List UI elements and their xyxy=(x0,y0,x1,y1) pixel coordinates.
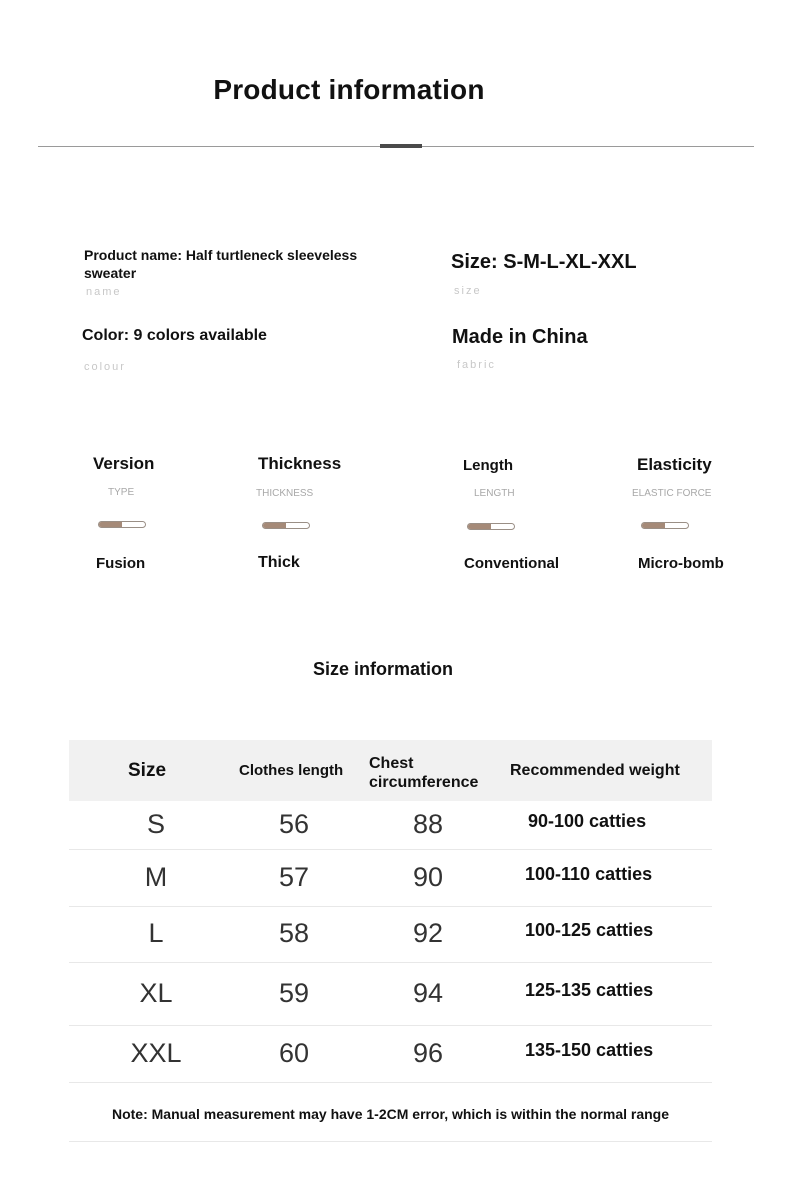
table-row xyxy=(69,801,712,850)
attribute-value: Micro-bomb xyxy=(638,555,724,572)
attribute-caption: THICKNESS xyxy=(256,488,314,499)
attribute-title: Length xyxy=(463,457,513,474)
size-caption: size xyxy=(454,285,482,297)
cell-recommended-weight: 100-125 catties xyxy=(525,920,654,940)
origin-caption: fabric xyxy=(457,359,496,371)
page-title: Product information xyxy=(213,74,485,105)
header-recommended-weight: Recommended weight xyxy=(510,762,680,779)
attribute-value: Fusion xyxy=(96,555,146,572)
measurement-note: Note: Manual measurement may have 1-2CM error, which is within the normal range xyxy=(111,1106,670,1122)
header-chest xyxy=(369,754,478,792)
color-options: Color: 9 colors available xyxy=(82,327,267,344)
note-row xyxy=(69,1082,712,1142)
cell-clothes-length: 60 xyxy=(278,1037,310,1068)
attribute-caption: TYPE xyxy=(108,487,135,498)
cell-clothes-length: 58 xyxy=(278,918,310,948)
attribute-level-bar xyxy=(262,522,310,529)
title-divider-accent xyxy=(380,144,422,148)
origin: Made in China xyxy=(452,326,588,348)
size-information-heading: Size information xyxy=(312,659,453,679)
cell-recommended-weight: 135-150 catties xyxy=(525,1039,654,1060)
attribute-caption: ELASTIC FORCE xyxy=(632,488,712,499)
attribute-level-fill xyxy=(468,524,491,529)
size-table xyxy=(69,740,712,1142)
cell-clothes-length: 59 xyxy=(278,977,310,1008)
cell-recommended-weight: 90-100 catties xyxy=(528,811,647,831)
attribute-title: Version xyxy=(93,454,155,473)
header-size: Size xyxy=(128,760,167,781)
attribute-level-bar xyxy=(98,521,146,528)
cell-recommended-weight: 100-110 catties xyxy=(525,863,653,884)
size-table-header xyxy=(69,740,712,801)
attribute-caption: LENGTH xyxy=(474,488,515,499)
header-chest-line2: circumference xyxy=(369,774,479,791)
attribute-level-bar xyxy=(641,522,689,529)
attribute-level-bar xyxy=(467,523,515,530)
table-row xyxy=(69,962,712,1026)
cell-recommended-weight: 125-135 catties xyxy=(525,979,654,1000)
table-row xyxy=(69,849,712,907)
cell-chest: 90 xyxy=(412,861,444,892)
cell-size: XXL xyxy=(130,1037,182,1068)
attribute-title: Elasticity xyxy=(637,455,712,474)
cell-size: L xyxy=(148,918,164,948)
header-chest-line1: Chest xyxy=(369,755,414,772)
table-row xyxy=(69,1025,712,1083)
cell-clothes-length: 57 xyxy=(278,861,310,892)
cell-chest: 88 xyxy=(412,809,444,839)
cell-clothes-length: 56 xyxy=(278,809,310,839)
cell-size: S xyxy=(146,809,165,839)
cell-chest: 96 xyxy=(412,1037,444,1068)
cell-chest: 92 xyxy=(412,918,444,948)
cell-chest: 94 xyxy=(412,977,444,1008)
product-name: Product name: Half turtleneck sleeveless sweater xyxy=(84,247,358,281)
attribute-level-fill xyxy=(642,523,665,528)
attribute-value: Thick xyxy=(258,554,300,571)
color-caption: colour xyxy=(84,361,126,373)
attribute-level-fill xyxy=(263,523,286,528)
header-clothes-length: Clothes length xyxy=(239,762,344,779)
attribute-value: Conventional xyxy=(464,555,560,572)
product-name-caption: name xyxy=(86,286,122,298)
cell-size: XL xyxy=(139,977,173,1008)
table-row xyxy=(69,906,712,963)
cell-size: M xyxy=(144,861,168,892)
attribute-level-fill xyxy=(99,522,122,527)
attribute-title: Thickness xyxy=(258,454,342,473)
size-range: Size: S-M-L-XL-XXL xyxy=(451,251,637,273)
